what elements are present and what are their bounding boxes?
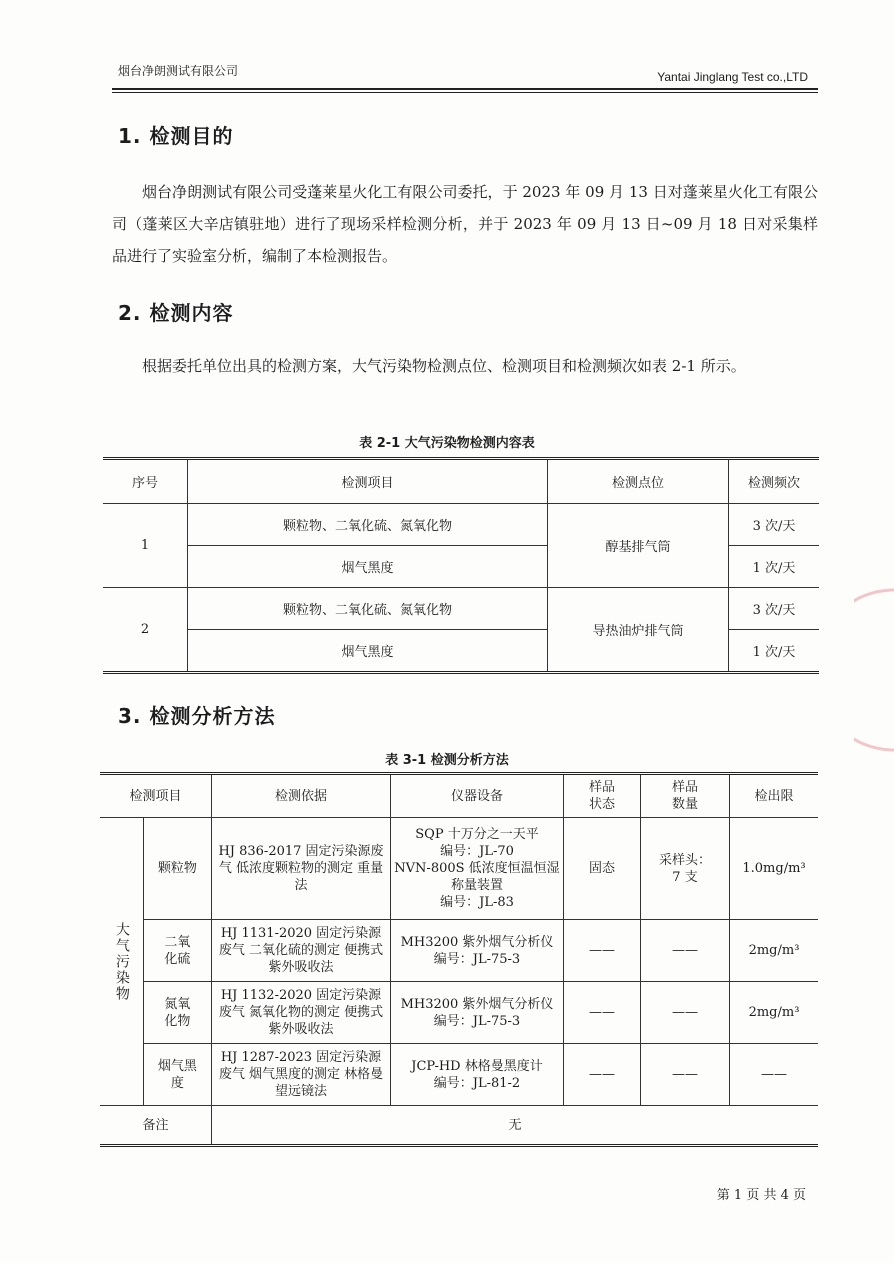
row-basis: HJ 1287-2023 固定污染源废气 烟气黑度的测定 林格曼望远镜法 [212, 1044, 391, 1106]
header-company-cn: 烟台净朗测试有限公司 [118, 64, 239, 78]
row-equipment: JCP-HD 林格曼黑度计 编号：JL-81-2 [391, 1044, 564, 1106]
header-divider-thin [112, 92, 818, 93]
row-no: 1 [103, 504, 188, 588]
table-header-row [103, 459, 819, 504]
header-divider [112, 88, 818, 90]
row-qty: —— [641, 1044, 730, 1106]
section2-title: 2. 检测内容 [118, 301, 234, 325]
row-frequency: 3 次/天 [729, 588, 820, 630]
row-limit: 2mg/m³ [730, 982, 819, 1044]
table-row [103, 588, 819, 630]
group-label-cell [100, 818, 143, 1106]
row-qty: —— [641, 920, 730, 982]
section1-body: 烟台净朗测试有限公司受蓬莱星火化工有限公司委托，于 2023 年 09 月 13 日对蓬莱星火化工有限公司（蓬莱区大辛店镇驻地）进行了现场采样检测分析，并于 2023 年 09 月 13 日~09 月 18 日对采集样品进行了实验室分析，编制了本检测报告。 [112, 183, 818, 265]
remark-row [100, 1106, 818, 1146]
col-header-frequency: 检测频次 [729, 459, 820, 504]
row-item: 氮氧 化物 [143, 982, 211, 1044]
page-number: 第 1 页 共 4 页 [716, 1188, 806, 1203]
row-frequency: 3 次/天 [729, 504, 820, 546]
row-equipment: SQP 十万分之一天平 编号：JL-70 NVN-800S 低浓度恒温恒湿称量装置 编号：JL-83 [391, 818, 564, 920]
col-header-qty: 样品 数量 [641, 774, 730, 818]
table-row [100, 920, 818, 982]
col-header-item: 检测项目 [188, 459, 548, 504]
col-header-equipment: 仪器设备 [391, 774, 564, 818]
row-item: 烟气黑 度 [143, 1044, 211, 1106]
row-item: 烟气黑度 [188, 630, 548, 673]
row-state: —— [564, 1044, 641, 1106]
section1-title: 1. 检测目的 [118, 124, 234, 148]
col-header-location: 检测点位 [548, 459, 729, 504]
col-header-no: 序号 [103, 459, 188, 504]
col-header-basis: 检测依据 [212, 774, 391, 818]
row-item: 烟气黑度 [188, 546, 548, 588]
remark-value: 无 [212, 1106, 819, 1146]
row-state: —— [564, 982, 641, 1044]
table-header-row [100, 774, 818, 818]
table-row [100, 982, 818, 1044]
row-limit: 2mg/m³ [730, 920, 819, 982]
row-frequency: 1 次/天 [729, 630, 820, 673]
row-state: —— [564, 920, 641, 982]
header-company-en: Yantai Jinglang Test co.,LTD [657, 70, 808, 84]
group-label: 大气污染物 [113, 921, 130, 1002]
row-location: 醇基排气筒 [548, 504, 729, 588]
col-header-state: 样品 状态 [564, 774, 641, 818]
row-item: 颗粒物 [143, 818, 211, 920]
row-basis: HJ 1131-2020 固定污染源废气 二氧化硫的测定 便携式紫外吸收法 [212, 920, 391, 982]
row-equipment: MH3200 紫外烟气分析仪 编号：JL-75-3 [391, 982, 564, 1044]
table-row [100, 818, 818, 920]
row-qty: 采样头： 7 支 [641, 818, 730, 920]
row-item: 颗粒物、二氧化硫、氮氧化物 [188, 588, 548, 630]
row-location: 导热油炉排气筒 [548, 588, 729, 673]
row-equipment: MH3200 紫外烟气分析仪 编号：JL-75-3 [391, 920, 564, 982]
row-limit: —— [730, 1044, 819, 1106]
remark-label: 备注 [100, 1106, 212, 1146]
col-header-limit: 检出限 [730, 774, 819, 818]
table-row [103, 504, 819, 546]
table-3-1 [100, 772, 818, 1147]
row-no: 2 [103, 588, 188, 673]
col-header-item: 检测项目 [100, 774, 212, 818]
table-2-1 [103, 457, 819, 674]
table-row [100, 1044, 818, 1106]
table21-caption: 表 2-1 大气污染物检测内容表 [359, 436, 535, 451]
row-item: 颗粒物、二氧化硫、氮氧化物 [188, 504, 548, 546]
partial-seal-stamp [854, 585, 894, 755]
row-item: 二氧 化硫 [143, 920, 211, 982]
section2-body: 根据委托单位出具的检测方案，大气污染物检测点位、检测项目和检测频次如表 2-1 所示。 [142, 357, 746, 375]
section3-title: 3. 检测分析方法 [118, 704, 276, 728]
row-frequency: 1 次/天 [729, 546, 820, 588]
row-limit: 1.0mg/m³ [730, 818, 819, 920]
row-basis: HJ 1132-2020 固定污染源废气 氮氧化物的测定 便携式紫外吸收法 [212, 982, 391, 1044]
table31-caption: 表 3-1 检测分析方法 [385, 753, 509, 768]
row-state: 固态 [564, 818, 641, 920]
row-basis: HJ 836-2017 固定污染源废气 低浓度颗粒物的测定 重量法 [212, 818, 391, 920]
row-qty: —— [641, 982, 730, 1044]
